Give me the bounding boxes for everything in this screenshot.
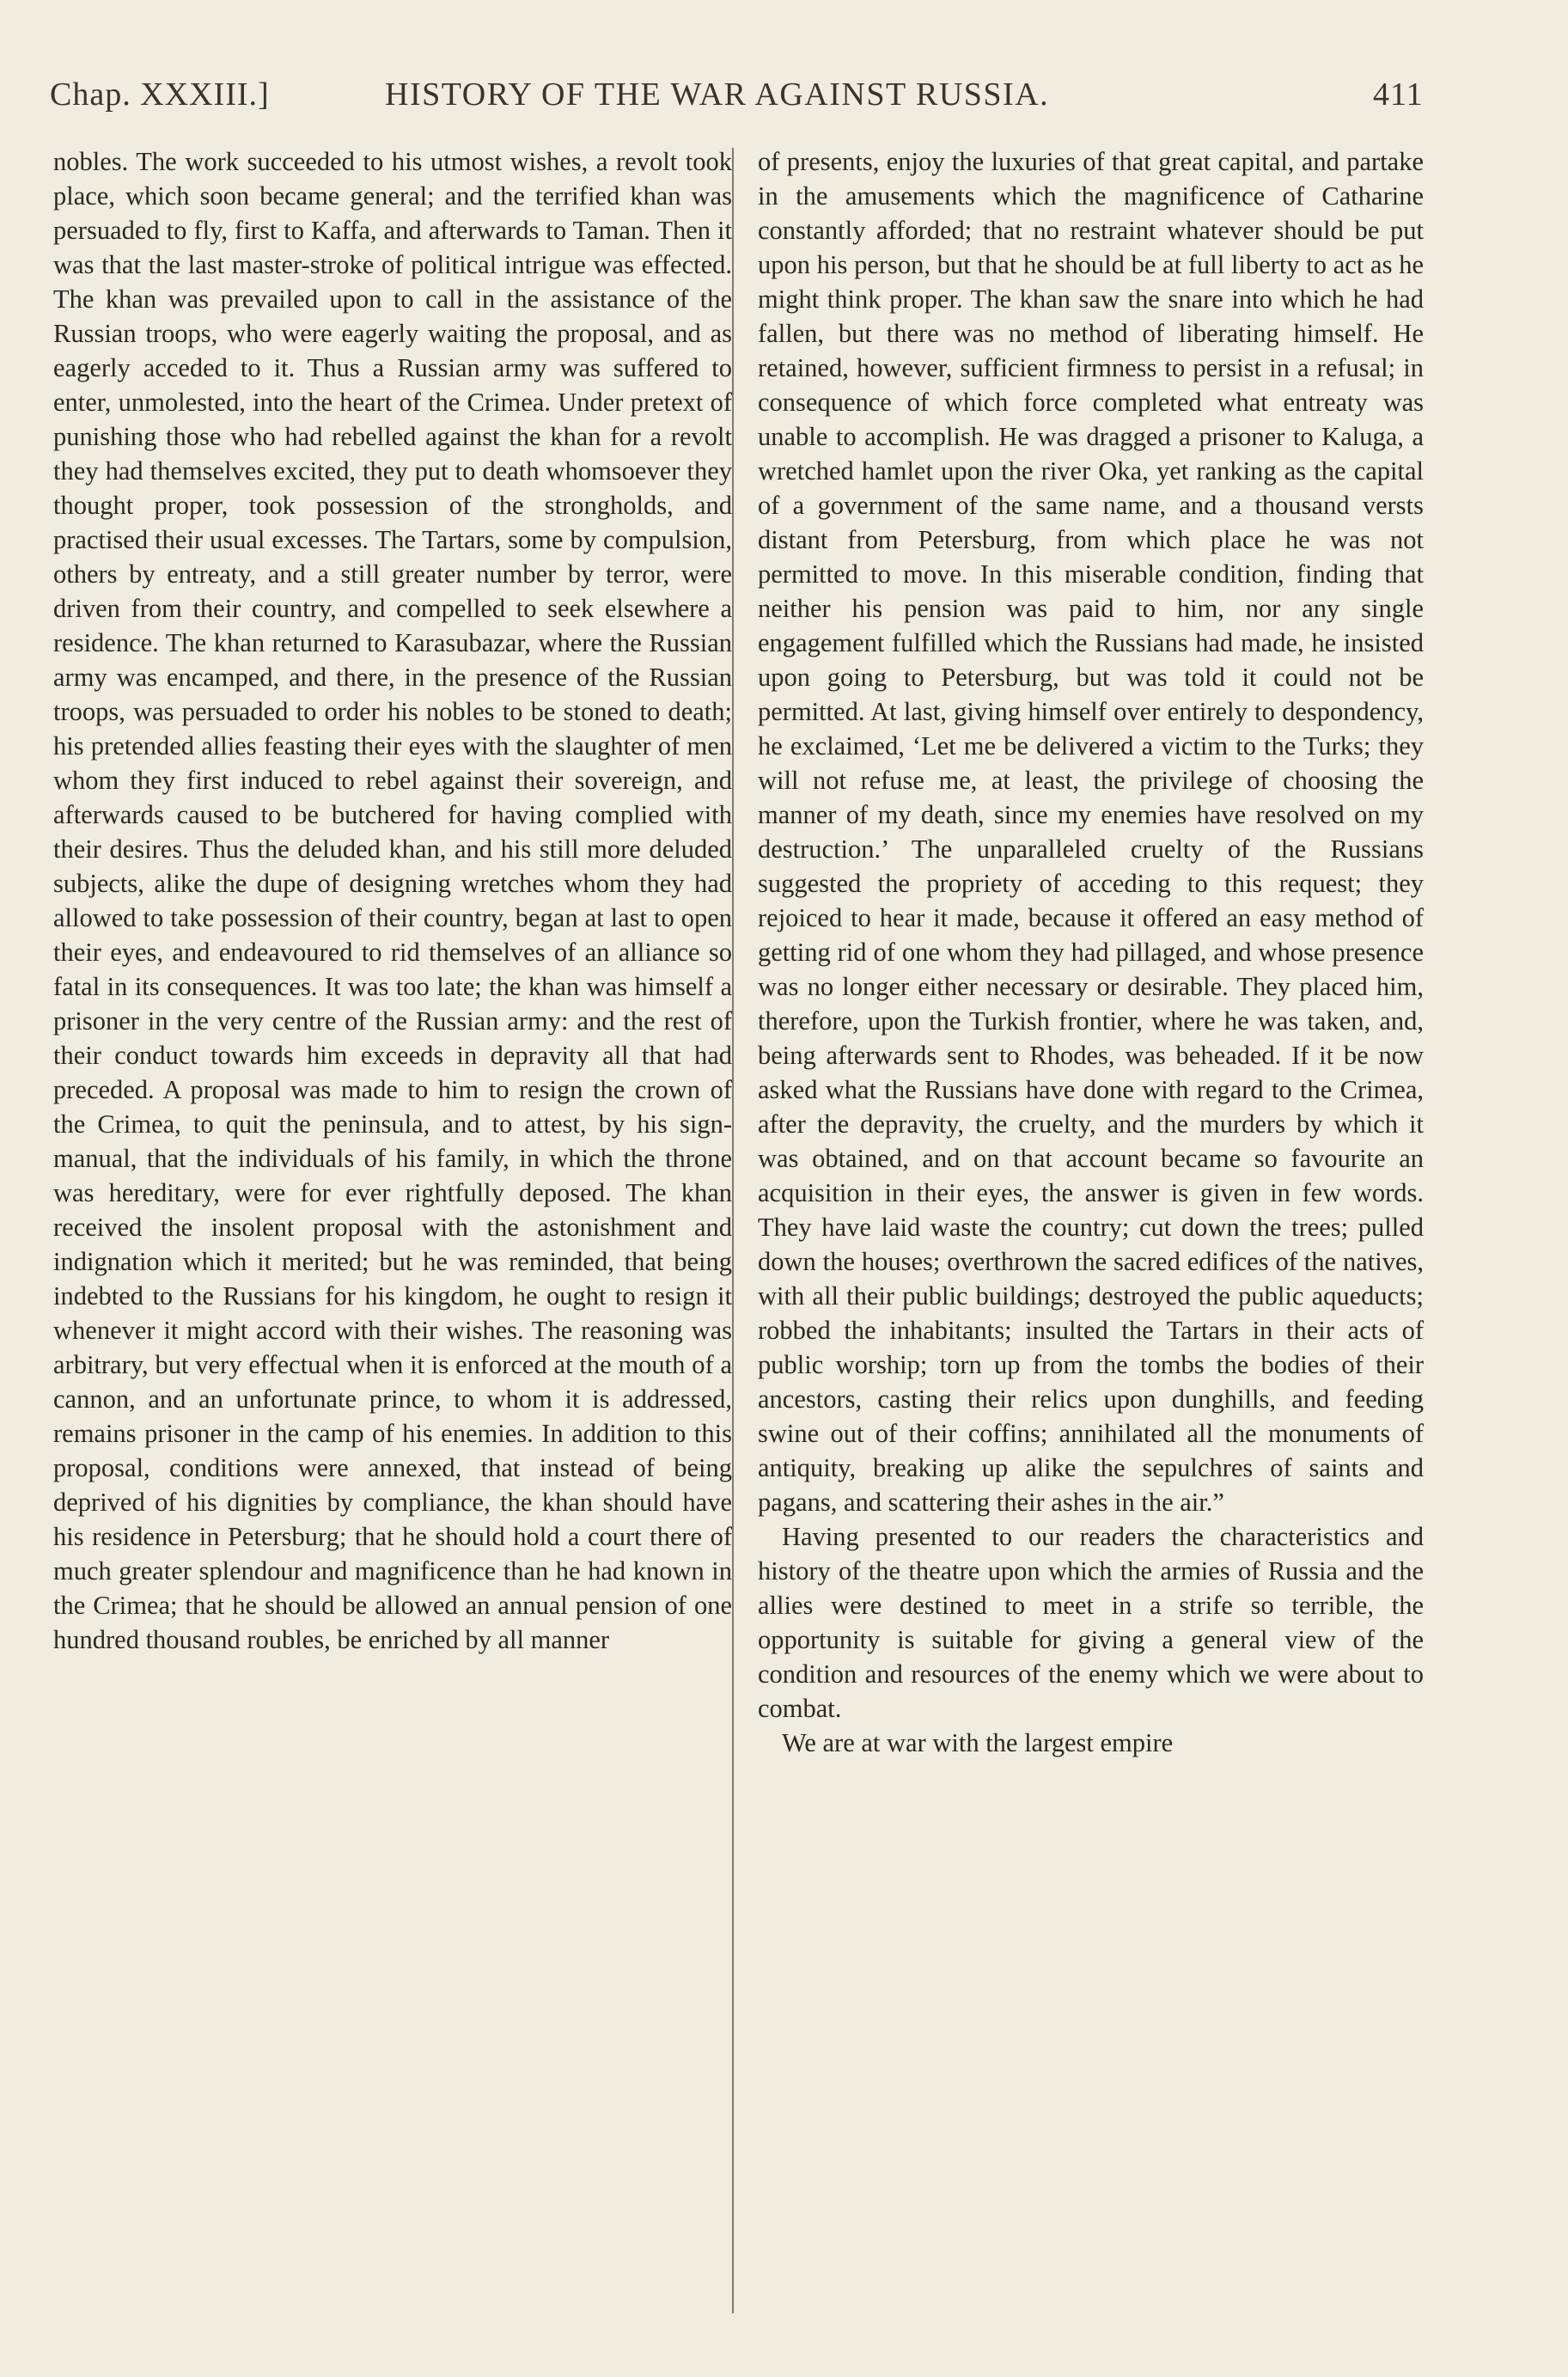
chapter-label: Chap. XXXIII.] xyxy=(50,76,270,113)
left-column xyxy=(53,144,732,1657)
running-title: HISTORY OF THE WAR AGAINST RUSSIA. xyxy=(385,76,1050,113)
page-number: 411 xyxy=(1373,76,1424,113)
running-header xyxy=(50,76,1425,127)
column-divider xyxy=(732,148,734,2313)
right-paragraph-1: of presents, enjoy the luxuries of that great capital, and partake in the amusements which the magnificence of Catharine constantly afforded; that no restraint whatever should be put upon his person, but that he should be at full liberty to act as he might think proper. The khan saw the snare into which he had fallen, but there was no method of liberating himself. He retained, however, sufficient firmness to persist in a refusal; in consequence of which force completed what entreaty was unable to accomplish. He was dragged a prisoner to Kaluga, a wretched hamlet upon the river Oka, yet ranking as the capital of a government of the same name, and a thousand versts distant from Petersburg, from which place he was not permitted to move. In this miserable condition, finding that neither his pension was paid to him, nor any single engagement fulfilled which the Russians had made, he insisted upon going to Petersburg, but was told it could not be permitted. At last, giving himself over entirely to despondency, he exclaimed, ‘Let me be delivered a victim to the Turks; they will not refuse me, at least, the privilege of choosing the manner of my death, since my enemies have resolved on my destruction.’ The unparalleled cruelty of the Russians suggested the propriety of acceding to this request; they rejoiced to hear it made, because it offered an easy method of getting rid of one whom they had pillaged, and whose presence was no longer either necessary or desirable. They placed him, therefore, upon the Turkish frontier, where he was taken, and, being afterwards sent to Rhodes, was beheaded. If it be now asked what the Russians have done with regard to the Crimea, after the depravity, the cruelty, and the murders by which it was obtained, and on that account became so favourite an acquisition in their eyes, the answer is given in few words. They have laid waste the country; cut down the trees; pulled down the houses; overthrown the sacred edifices of the natives, with all their public buildings; destroyed the public aqueducts; robbed the inhabitants; insulted the Tartars in their acts of public worship; torn up from the tombs the bodies of their ancestors, casting their relics upon dunghills, and feeding swine out of their coffins; annihilated all the monuments of antiquity, breaking up alike the sepulchres of saints and pagans, and scattering their ashes in the air.” xyxy=(758,147,1424,1517)
right-paragraph-2: Having presented to our readers the characteristics and history of the theatre upon which the armies of Russia and the allies were destined to meet in a strife so terrible, the opportunity is suitable for giving a general view of the condition and resources of the enemy which we were about to combat. xyxy=(758,1522,1424,1723)
right-column xyxy=(758,144,1424,1760)
right-paragraph-3: We are at war with the largest empire xyxy=(782,1728,1174,1757)
left-paragraph-1: nobles. The work succeeded to his utmost wishes, a revolt took place, which soon became general; and the terrified khan was persuaded to fly, first to Kaffa, and afterwards to Taman. Then it was that the last master-stroke of political intrigue was effected. The khan was prevailed upon to call in the assistance of the Russian troops, who were eagerly waiting the proposal, and as eagerly acceded to it. Thus a Russian army was suffered to enter, unmolested, into the heart of the Crimea. Under pretext of punishing those who had rebelled against the khan for a revolt they had themselves excited, they put to death whomsoever they thought proper, took possession of the strongholds, and practised their usual excesses. The Tartars, some by compulsion, others by entreaty, and a still greater number by terror, were driven from their country, and compelled to seek elsewhere a residence. The khan returned to Karasubazar, where the Russian army was encamped, and there, in the presence of the Russian troops, was persuaded to order his nobles to be stoned to death; his pretended allies feasting their eyes with the slaughter of men whom they first induced to rebel against their sovereign, and afterwards caused to be butchered for having complied with their desires. Thus the deluded khan, and his still more deluded subjects, alike the dupe of designing wretches whom they had allowed to take possession of their country, began at last to open their eyes, and endeavoured to rid themselves of an alliance so fatal in its consequences. It was too late; the khan was himself a prisoner in the very centre of the Russian army: and the rest of their conduct towards him exceeds in depravity all that had preceded. A proposal was made to him to resign the crown of the Crimea, to quit the peninsula, and to attest, by his sign-manual, that the individuals of his family, in which the throne was hereditary, were for ever rightfully deposed. The khan received the insolent proposal with the astonishment and indignation which it merited; but he was reminded, that being indebted to the Russians for his kingdom, he ought to resign it whenever it might accord with their wishes. The reasoning was arbitrary, but very effectual when it is enforced at the mouth of a cannon, and an unfortunate prince, to whom it is addressed, remains prisoner in the camp of his enemies. In addition to this proposal, conditions were annexed, that instead of being deprived of his dignities by compliance, the khan should have his residence in Petersburg; that he should hold a court there of much greater splendour and magnificence than he had known in the Crimea; that he should be allowed an annual pension of one hundred thousand roubles, be enriched by all manner xyxy=(53,147,732,1654)
